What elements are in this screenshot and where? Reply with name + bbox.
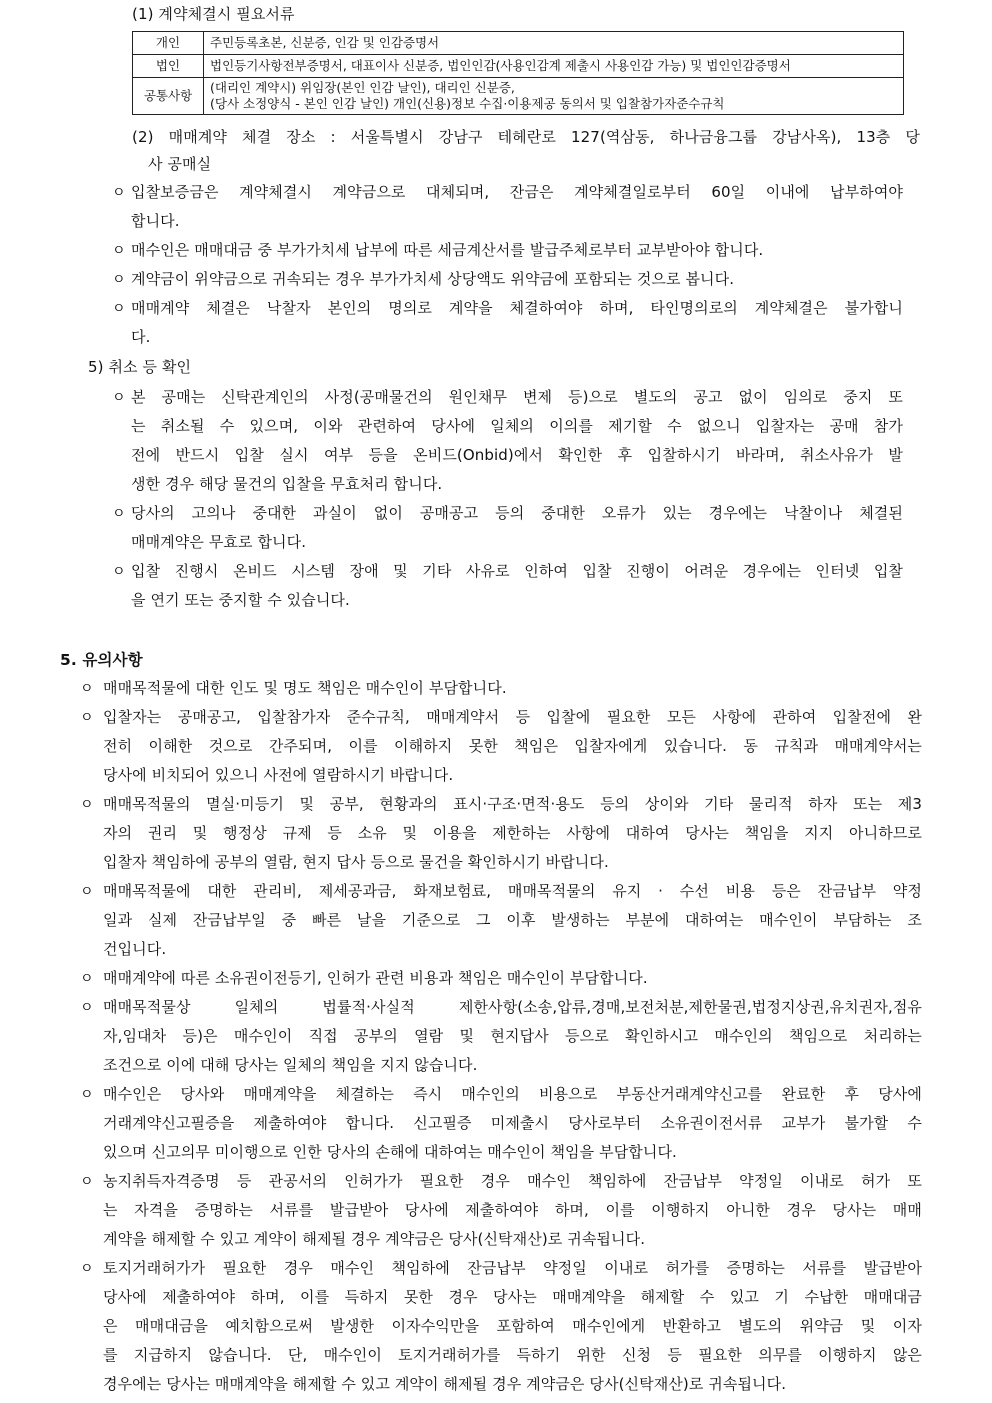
table-key: 법인	[133, 55, 204, 78]
bullet-icon: ㅇ	[112, 243, 126, 259]
table-row	[133, 78, 904, 115]
bullet-icon: ㅇ	[80, 884, 94, 900]
bullet-icon: ㅇ	[80, 1000, 94, 1016]
cancel-note-line: 입찰 진행시 온비드 시스템 장애 및 기타 사유로 인하여 입찰 진행이 어려운 경우에는 인터넷 입찰	[131, 562, 903, 580]
notice-line: 는 자격을 증명하는 서류를 발급받아 당사에 제출하여야 하며, 이를 이행하지 아니한 경우 당사는 매매	[103, 1201, 922, 1219]
notice-line: 전히 이해한 것으로 간주되며, 이를 이해하지 못한 책임은 입찰자에게 있습니다. 동 규칙과 매매계약서는	[103, 737, 922, 755]
table-value: (당사 소정양식 - 본인 인감 날인) 개인(신용)정보 수집·이용제공 동의서 및 입찰참가자준수규칙	[210, 96, 725, 111]
bullet-icon: ㅇ	[80, 710, 94, 726]
notice-line: 당사에 제출하여야 하며, 이를 득하지 못한 경우 당사는 매매계약을 해제할 수 있고 기 수납한 매매대금	[103, 1288, 922, 1306]
contract-note-line: 다.	[131, 328, 151, 346]
cancel-note-line: 전에 반드시 입찰 실시 여부 등을 온비드(Onbid)에서 확인한 후 입찰하시기 바라며, 취소사유가 발	[131, 446, 903, 464]
bullet-icon: ㅇ	[80, 797, 94, 813]
bullet-icon: ㅇ	[112, 390, 126, 406]
notice-line: 거래계약신고필증을 제출하여야 합니다. 신고필증 미제출시 당사로부터 소유권이전서류 교부가 불가할 수	[103, 1114, 922, 1132]
notice-line: 계약을 해제할 수 있고 계약이 해제될 경우 계약금은 당사(신탁재산)로 귀속됩니다.	[103, 1230, 646, 1248]
cancel-note-line: 을 연기 또는 중지할 수 있습니다.	[131, 591, 350, 609]
notice-line: 농지취득자격증명 등 관공서의 인허가가 필요한 경우 매수인 책임하에 잔금납부 약정일 이내로 허가 또	[103, 1172, 922, 1190]
required-docs-heading: (1) 계약체결시 필요서류	[132, 5, 295, 23]
notice-line: 당사에 비치되어 있으니 사전에 열람하시기 바랍니다.	[103, 766, 454, 784]
bullet-icon: ㅇ	[112, 564, 126, 580]
cancel-heading: 5) 취소 등 확인	[88, 358, 192, 376]
table-value: 주민등록초본, 신분증, 인감 및 인감증명서	[204, 32, 904, 55]
contract-note-line: 입찰보증금은 계약체결시 계약금으로 대체되며, 잔금은 계약체결일로부터 60일 이내에 납부하여야	[131, 183, 903, 201]
bullet-icon: ㅇ	[80, 1261, 94, 1277]
contract-note-line: 매매계약 체결은 낙찰자 본인의 명의로 계약을 체결하여야 하며, 타인명의로의 계약체결은 불가합니	[131, 299, 903, 317]
section-heading: 5. 유의사항	[60, 651, 143, 669]
notice-line: 자,임대차 등)은 매수인이 직접 공부의 열람 및 현지답사 등으로 확인하시고 매수인의 책임으로 처리하는	[103, 1027, 922, 1045]
table-value: 법인등기사항전부증명서, 대표이사 신분증, 법인인감(사용인감계 제출시 사용인감 가능) 및 법인인감증명서	[204, 55, 904, 78]
cancel-note-line: 본 공매는 신탁관계인의 사정(공매물건의 원인채무 변제 등)으로 별도의 공고 없이 임의로 중지 또	[131, 388, 903, 406]
notice-line: 있으며 신고의무 미이행으로 인한 당사의 손해에 대하여는 매수인이 책임을 부담합니다.	[103, 1143, 677, 1161]
notice-line: 토지거래허가가 필요한 경우 매수인 책임하에 잔금납부 약정일 이내로 허가를 증명하는 서류를 발급받아	[103, 1259, 922, 1277]
cancel-note-line: 생한 경우 해당 물건의 입찰을 무효처리 합니다.	[131, 475, 443, 493]
contract-place-line: 사 공매실	[148, 155, 212, 173]
bullet-icon: ㅇ	[80, 681, 94, 697]
cancel-note-line: 당사의 고의나 중대한 과실이 없이 공매공고 등의 중대한 오류가 있는 경우에는 낙찰이나 체결된	[131, 504, 903, 522]
bullet-icon: ㅇ	[80, 1174, 94, 1190]
notice-line: 입찰자는 공매공고, 입찰참가자 준수규칙, 매매계약서 등 입찰에 필요한 모든 사항에 관하여 입찰전에 완	[103, 708, 922, 726]
table-value-cell	[204, 78, 904, 115]
bullet-icon: ㅇ	[80, 1087, 94, 1103]
notice-line: 경우에는 당사는 매매계약을 해제할 수 있고 계약이 해제될 경우 계약금은 당사(신탁재산)로 귀속됩니다.	[103, 1375, 787, 1393]
cancel-note-line: 매매계약은 무효로 합니다.	[131, 533, 307, 551]
notice-line: 매매목적물에 대한 관리비, 제세공과금, 화재보험료, 매매목적물의 유지 · 수선 비용 등은 잔금납부 약정	[103, 882, 922, 900]
table-value: (대리인 계약시) 위임장(본인 인감 날인), 대리인 신분증,	[210, 80, 515, 95]
bullet-icon: ㅇ	[112, 185, 126, 201]
notice-line: 매매목적물상 일체의 법률적·사실적 제한사항(소송,압류,경매,보전처분,제한물권,법정지상권,유치권자,점유	[103, 998, 922, 1016]
contract-note-line: 합니다.	[131, 212, 180, 230]
notice-line: 일과 실제 잔금납부일 중 빠른 날을 기준으로 그 이후 발생하는 부분에 대하여는 매수인이 부담하는 조	[103, 911, 922, 929]
table-row	[133, 32, 904, 55]
cancel-note-line: 는 취소될 수 있으며, 이와 관련하여 당사에 일체의 이의를 제기할 수 없으니 입찰자는 공매 참가	[131, 417, 903, 435]
notice-line: 매수인은 당사와 매매계약을 체결하는 즉시 매수인의 비용으로 부동산거래계약신고를 완료한 후 당사에	[103, 1085, 922, 1103]
bullet-icon: ㅇ	[112, 506, 126, 522]
table-key: 개인	[133, 32, 204, 55]
contract-note-line: 매수인은 매매대금 중 부가가치세 납부에 따른 세금계산서를 발급주체로부터 교부받아야 합니다.	[131, 241, 764, 259]
notice-line: 조건으로 이에 대해 당사는 일체의 책임을 지지 않습니다.	[103, 1056, 478, 1074]
notice-line: 자의 권리 및 행정상 규제 등 소유 및 이용을 제한하는 사항에 대하여 당사는 책임을 지지 아니하므로	[103, 824, 922, 842]
bullet-icon: ㅇ	[112, 301, 126, 317]
notice-line: 은 매매대금을 예치함으로써 발생한 이자수익만을 포함하여 매수인에게 반환하고 별도의 위약금 및 이자	[103, 1317, 922, 1335]
notice-line: 매매계약에 따른 소유권이전등기, 인허가 관련 비용과 책임은 매수인이 부담합니다.	[103, 969, 648, 987]
bullet-icon: ㅇ	[80, 971, 94, 987]
notice-line: 를 지급하지 않습니다. 단, 매수인이 토지거래허가를 득하기 위한 신청 등 필요한 의무를 이행하지 않은	[103, 1346, 922, 1364]
notice-line: 매매목적물의 멸실·미등기 및 공부, 현황과의 표시·구조·면적·용도 등의 상이와 기타 물리적 하자 또는 제3	[103, 795, 922, 813]
table-row	[133, 55, 904, 78]
contract-note-line: 계약금이 위약금으로 귀속되는 경우 부가가치세 상당액도 위약금에 포함되는 것으로 봅니다.	[131, 270, 735, 288]
required-docs-table	[132, 31, 904, 115]
notice-line: 매매목적물에 대한 인도 및 명도 책임은 매수인이 부담합니다.	[103, 679, 507, 697]
notice-line: 입찰자 책임하에 공부의 열람, 현지 답사 등으로 물건을 확인하시기 바랍니다.	[103, 853, 609, 871]
notice-line: 건입니다.	[103, 940, 167, 958]
contract-place-line: (2) 매매계약 체결 장소 : 서울특별시 강남구 테헤란로 127(역삼동, 하나금융그룹 강남사옥), 13층 당	[132, 128, 920, 146]
bullet-icon: ㅇ	[112, 272, 126, 288]
table-key: 공통사항	[133, 78, 204, 115]
